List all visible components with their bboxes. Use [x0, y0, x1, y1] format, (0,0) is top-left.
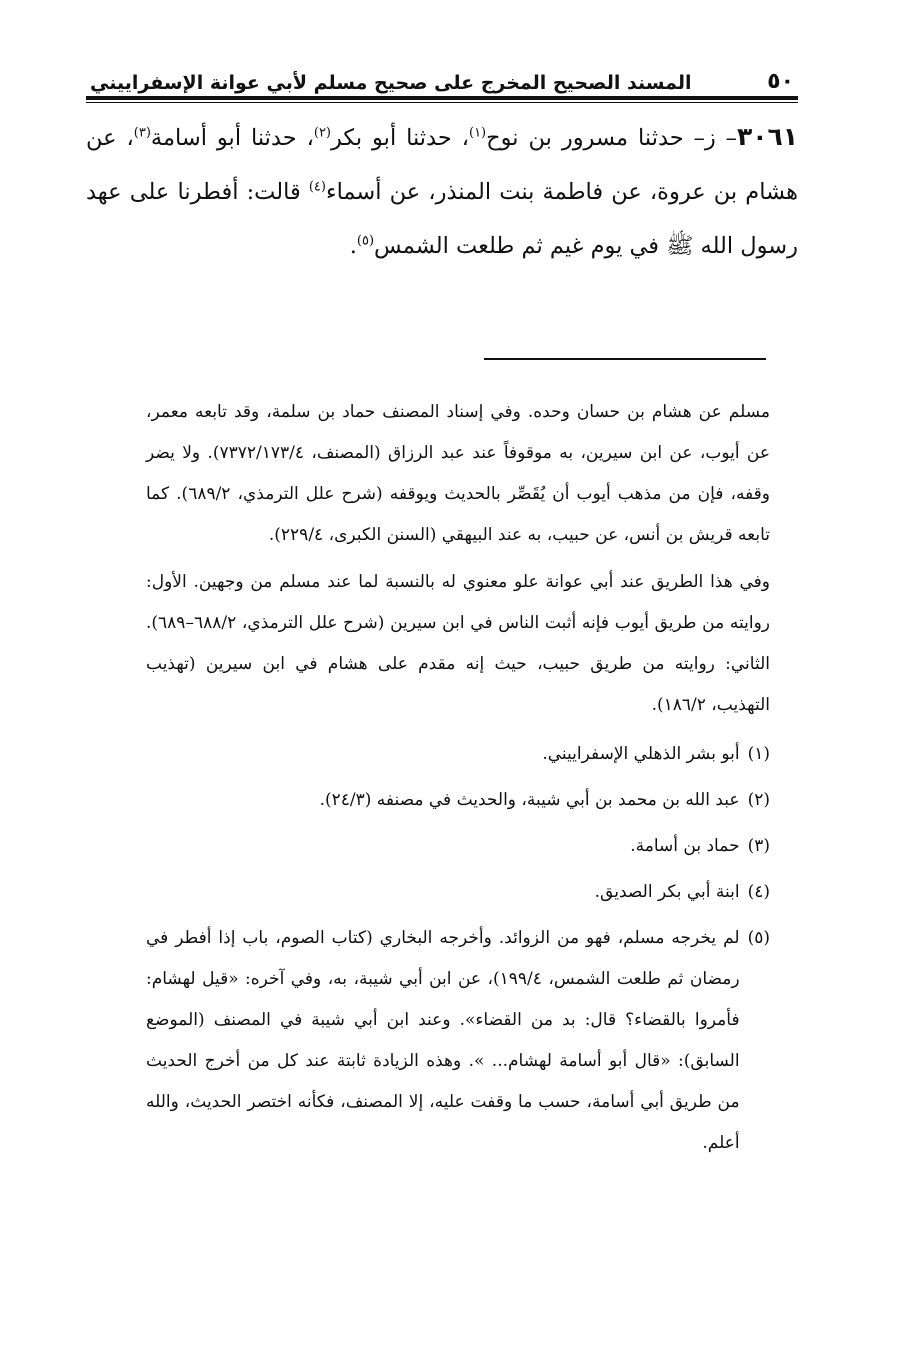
footnote-text: حماد بن أسامة. [630, 836, 740, 856]
footnote-marker: (١) [747, 744, 770, 764]
footnote-ref[interactable]: (٢) [313, 125, 331, 141]
footnote-ref[interactable]: (٣) [133, 125, 151, 141]
page-number: ٥٠ [767, 69, 794, 94]
footnote-separator [484, 358, 766, 360]
hadith-segment: . [349, 233, 357, 259]
footnote-item [146, 734, 770, 775]
hadith-segment: – ز– حدثنا مسرور بن نوح [486, 125, 737, 151]
hadith-segment: قالت: أفطرنا على عهد رسول الله ﷺ في يوم غيم ثم طلعت الشمس [86, 179, 798, 259]
footnote-ref[interactable]: (٥) [356, 233, 375, 249]
footnote-text: عبد الله بن محمد بن أبي شيبة، والحديث في مصنفه (٢٤/٣). [319, 790, 740, 810]
running-title: المسند الصحيح المخرج على صحيح مسلم لأبي عوانة الإسفراييني [90, 72, 692, 94]
footnote-item [146, 918, 770, 1164]
hadith-number: ٣٠٦١ [736, 122, 798, 151]
footnote-continuation: وفي هذا الطريق عند أبي عوانة علو معنوي له بالنسبة لما عند مسلم من وجهين. الأول: روايته من طريق أيوب فإنه أثبت الناس في ابن سيرين (شرح علل الترمذي، ٦٨٨/٢–٦٨٩). الثاني: روايته من طريق حبيب، حيث إنه مقدم على هشام في ابن سيرين (تهذيب التهذيب، ١٨٦/٢). [146, 572, 770, 715]
footnote-ref[interactable]: (١) [468, 125, 487, 141]
footnote-marker: (٢) [747, 790, 770, 810]
hadith-segment: ، عن هشام بن عروة، عن فاطمة بنت المنذر، عن أسماء [86, 125, 798, 205]
footnote-marker: (٣) [747, 836, 770, 856]
footnote-text: أبو بشر الذهلي الإسفراييني. [542, 744, 740, 764]
hadith-segment: ، حدثنا أبو أسامة [150, 125, 314, 151]
header-rule-thin [86, 102, 798, 103]
hadith-text [86, 110, 798, 273]
footnote-text: لم يخرجه مسلم، فهو من الزوائد. وأخرجه البخاري (كتاب الصوم، باب إذا أفطر في رمضان ثم طلعت الشمس، ١٩٩/٤)، عن ابن أبي شيبة، به، وفي آخره: «قيل لهشام: فأمروا بالقضاء؟ قال: بد من القضاء». وعند ابن أبي شيبة في المصنف (الموضع السابق): «قال أبو أسامة لهشام... ». وهذه الزيادة ثابتة عند كل من أخرج الحديث من طريق أبي أسامة، حسب ما وقفت عليه، إلا المصنف، فكأنه اختصر الحديث، والله أعلم. [146, 928, 740, 1153]
footnote-ref[interactable]: (٤) [308, 179, 326, 195]
hadith-segment: ، حدثنا أبو بكر [331, 125, 469, 151]
footnote-marker: (٤) [747, 882, 770, 902]
page-header [86, 60, 798, 94]
footnote-marker: (٥) [747, 928, 770, 948]
header-rule-thick [86, 96, 798, 100]
footnote-item [146, 872, 770, 913]
footnote-item [146, 780, 770, 821]
footnote-continuation: مسلم عن هشام بن حسان وحده. وفي إسناد المصنف حماد بن سلمة، وقد تابعه معمر، عن أيوب، عن ابن سيرين، به موقوفاً عند عبد الرزاق (المصنف، ٧٣٧٢/١٧٣/٤). ولا يضر وقفه، فإن من مذهب أيوب أن يُقَصِّر بالحديث ويوقفه (شرح علل الترمذي، ٦٨٩/٢). كما تابعه قريش بن أنس، عن حبيب، به عند البيهقي (السنن الكبرى، ٢٢٩/٤). [146, 402, 771, 545]
footnotes [146, 392, 770, 1164]
footnote-item [146, 826, 770, 867]
footnote-text: ابنة أبي بكر الصديق. [594, 882, 740, 902]
